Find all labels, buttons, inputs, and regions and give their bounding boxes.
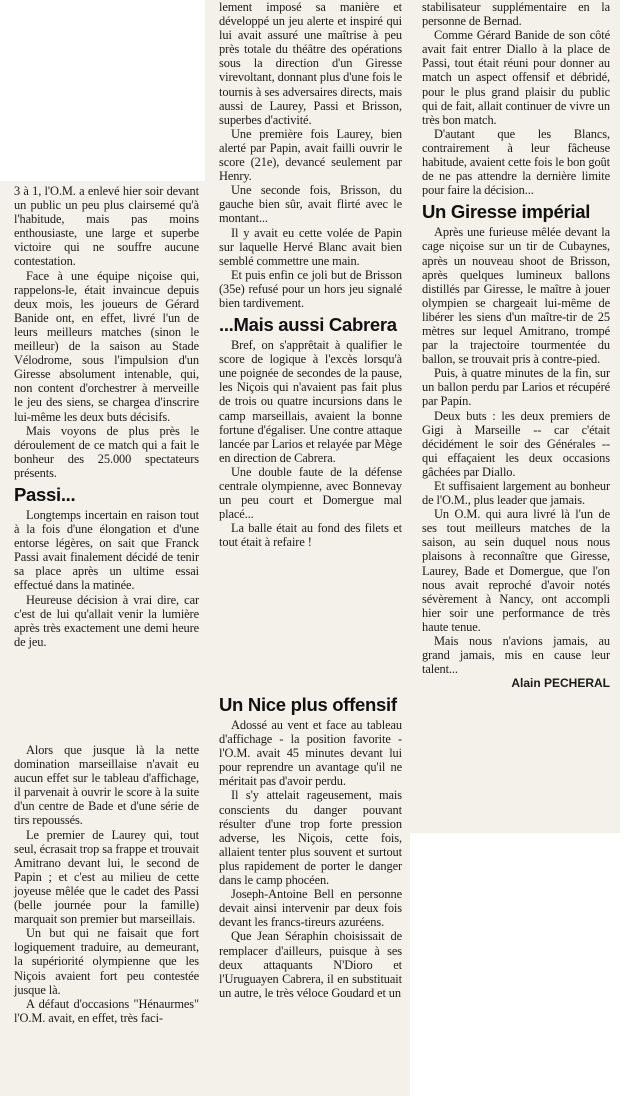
paragraph: stabilisateur supplémentaire en la personne de Bernad. xyxy=(422,0,610,29)
section-heading-cabrera: ...Mais aussi Cabrera xyxy=(219,314,397,336)
paragraph: Un but qui ne faisait que fort logiquement traduire, au demeurant, la supériorité olympienne que les Niçois avaient fort peu contestée jusque là. xyxy=(14,926,199,997)
paragraph: Une double faute de la défense centrale olympienne, avec Bonnevay un peu court et Domergue mal placé... xyxy=(219,464,402,522)
paragraph: 3 à 1, l'O.M. a enlevé hier soir devant un public un peu plus clairsemé qu'à l'habitude, mais pas moins enthousiaste, une large et superbe victoire qui ne souffre aucune contestation. xyxy=(14,184,199,269)
paragraph: Après une furieuse mêlée devant la cage niçoise sur un tir de Cubaynes, après un nouveau shoot de Brisson, après quelques lumineux ballons distillés par Giresse, le maître à jouer olympien se chargeait lui-même de libérer les siens d'un maître-tir de 25 mètres sur lequel Amitrano, trompé par la trajectoire tourmentée du ballon, se trouvait pris à contre-pied. xyxy=(422,225,610,367)
column-3 xyxy=(410,0,620,833)
paragraph: Mais voyons de plus près le déroulement de ce match qui a fait le bonheur des 25.000 spectateurs présents. xyxy=(14,423,199,480)
paragraph: Heureuse décision à vrai dire, car c'est de lui qu'allait venir la lumière après très exactement une demi heure de jeu. xyxy=(14,592,199,649)
paragraph: Un O.M. qui aura livré là l'un de ses tout meilleurs matches de la saison, au sein duquel nous nous plaisons à reconnaître que Giresse, Laurey, Bade et Domergue, que l'on nous avait reproché d'avoir notés sévèrement à Nancy, ont accompli hier soir une performance de très haute tenue. xyxy=(422,507,610,634)
column-2-bottom xyxy=(205,690,410,1096)
paragraph: Adossé au vent et face au tableau d'affichage - la position favorite - l'O.M. avait 45 minutes devant lui pour reprendre un avantage qu'il ne méritait pas d'avoir perdu. xyxy=(219,718,402,789)
author-signature: Alain PECHERAL xyxy=(511,676,610,691)
paragraph: Joseph-Antoine Bell en personne devait ainsi intervenir par deux fois devant les francs-tireurs azuréens. xyxy=(219,887,402,930)
section-heading-nice: Un Nice plus offensif xyxy=(219,694,397,715)
paragraph: Une première fois Laurey, bien alerté par Papin, avait failli ouvrir le score (21e), devancé seulement par Henry. xyxy=(219,126,402,184)
paragraph: Comme Gérard Banide de son côté avait fait entrer Diallo à la place de Passi, tout était réuni pour donner au match un aspect offensif et débridé, pour le plus grand plaisir du public qui de fait, allait continuer de vivre un très bon match. xyxy=(422,28,610,127)
section-heading-giresse: Un Giresse impérial xyxy=(422,201,591,223)
paragraph: A défaut d'occasions "Hénaurmes" l'O.M. avait, en effet, très faci- xyxy=(14,996,199,1025)
paragraph: Il s'y attelait rageusement, mais conscients du danger pouvant résulter d'une trop forte pression adverse, les Niçois, cette fois, allaient tenter plus souvent et surtout plus rapidement de porter le danger dans le camp phocéen. xyxy=(219,788,402,888)
paragraph: Alors que jusque là la nette domination marseillaise n'avait eu aucun effet sur le tableau d'affichage, il parvenait à ouvrir le score à la suite d'un centre de Bade et d'une série de tirs repoussés. xyxy=(14,743,199,828)
paragraph: Longtemps incertain en raison tout à la fois d'une élongation et d'une entorse légères, on sait que Franck Passi avait finalement décidé de tenir sa place après un ultime essai effectué dans la matinée. xyxy=(14,507,199,593)
paragraph: Que Jean Séraphin choisissait de remplacer d'ailleurs, puisque à ses deux attaquants N'Dioro et l'Uruguayen Cabrera, il en substituait un autre, le très véloce Goudard et un xyxy=(219,929,402,1000)
column-1-bottom xyxy=(0,741,205,1096)
column-2-top xyxy=(205,0,410,690)
paragraph: Le premier de Laurey qui, tout seul, écrasait trop sa frappe et trouvait Amitrano devant lui, le second de Papin ; et c'est au milieu de cette joyeuse mêlée que le cadet des Passi (belle journée pour la famille) marquait son premier but marseillais. xyxy=(14,827,199,927)
paragraph: Bref, on s'apprêtait à qualifier le score de logique à l'excès lorsqu'à une poignée de secondes de la pause, les Niçois qui n'avaient pas fait plus de trois ou quatre incursions dans le camp marseillais, avaient la bonne fortune d'égaliser. Une contre attaque lancée par Larios et relayée par Mège en direction de Cabrera. xyxy=(219,338,402,465)
section-heading-passi: Passi... xyxy=(14,483,76,505)
paragraph: lement imposé sa manière et développé un jeu alerte et inspiré qui lui avait assuré une maîtrise à peu près totale du théâtre des opérations sous la direction d'un Giresse virevoltant, donnant plus d'une fois le tournis à ses adversaires directs, mais aussi de Laurey, Passi et Brisson, superbes d'activité. xyxy=(219,0,402,127)
paragraph: Mais nous n'avions jamais, au grand jamais, mis en cause leur talent... xyxy=(422,634,610,677)
paragraph: Et puis enfin ce joli but de Brisson (35e) refusé pour un hors jeu signalé bien tardivement. xyxy=(219,267,402,310)
paragraph: Face à une équipe niçoise qui, rappelons-le, était invaincue depuis deux mois, les joueurs de Gérard Banide ont, en effet, livré l'un de leurs meilleurs matches (sinon le meilleur) de la saison au Stade Vélodrome, sous l'impulsion d'un Giresse absolument intenable, qui, non content d'orchestrer à merveille le jeu des siens, se chargea d'inscrire lui-même les deux buts décisifs. xyxy=(14,268,199,424)
paragraph: Il y avait eu cette volée de Papin sur laquelle Hervé Blanc avait bien semblé commettre une main. xyxy=(219,225,402,268)
column-1-top xyxy=(0,181,205,741)
paragraph: Puis, à quatre minutes de la fin, sur un ballon perdu par Larios et récupéré par Papin. xyxy=(422,366,610,409)
paragraph: Deux buts : les deux premiers de Gigi à Marseille -- car c'était décidément le soir des Générales -- qui effaçaient les deux occasions gâchées par Diallo. xyxy=(422,408,610,479)
paragraph: D'autant que les Blancs, contrairement à leur fâcheuse habitude, avaient cette fois le bon goût de ne pas attendre la dernière limite pour faire la décision... xyxy=(422,126,610,198)
paragraph: La balle était au fond des filets et tout était à refaire ! xyxy=(219,521,402,550)
paragraph: Et suffisaient largement au bonheur de l'O.M., plus leader que jamais. xyxy=(422,479,610,508)
paragraph: Une seconde fois, Brisson, du gauche bien sûr, avait flirté avec le montant... xyxy=(219,183,402,226)
